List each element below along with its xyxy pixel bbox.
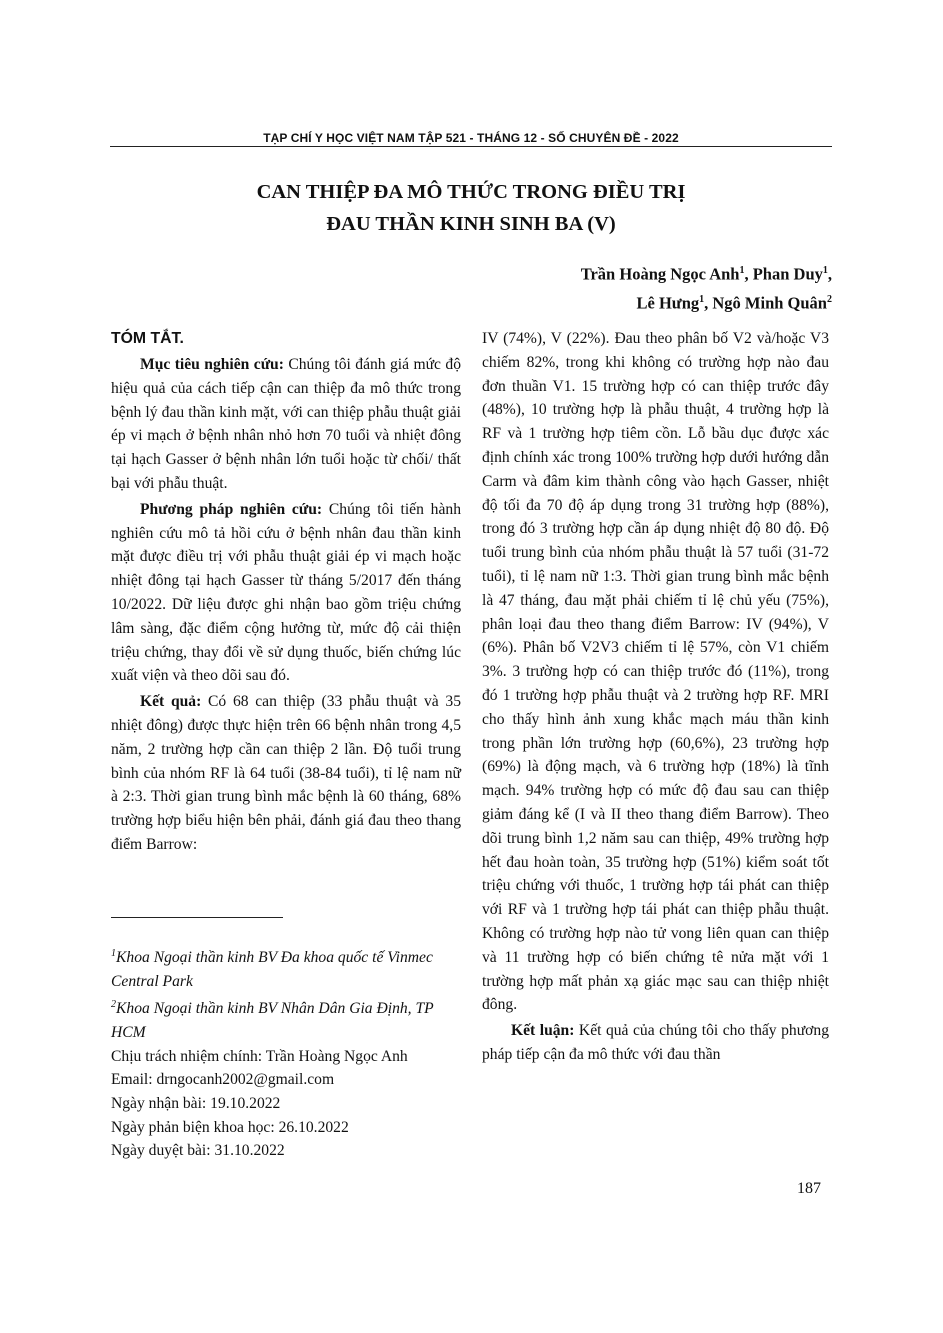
author-separator: , <box>827 264 832 284</box>
affiliation-2 <box>111 993 471 1044</box>
affiliation-mark: 2 <box>111 999 116 1011</box>
conclusion-paragraph <box>482 1019 829 1067</box>
header-divider <box>110 146 832 147</box>
author-line-1 <box>581 258 832 287</box>
journal-header: TẠP CHÍ Y HỌC VIỆT NAM TẬP 521 - THÁNG 12 - SỐ CHUYÊN ĐỀ - 2022 <box>263 131 679 145</box>
footnote-divider <box>111 917 283 918</box>
author-affiliation-mark: 1 <box>822 265 828 276</box>
objective-label: Mục tiêu nghiên cứu: <box>140 356 284 373</box>
contact-email: Email: drngocanh2002@gmail.com <box>111 1071 335 1089</box>
author-name: Phan Duy <box>752 264 823 284</box>
conclusion-text: Kết quả của chúng tôi cho thấy phương pháp tiếp cận đa mô thức với đau thần <box>482 1022 829 1063</box>
author-separator: , <box>744 264 753 284</box>
article-title-line-2: ĐAU THẦN KINH SINH BA (V) <box>326 213 616 235</box>
abstract-heading: TÓM TẮT. <box>111 330 184 347</box>
conclusion-label: Kết luận: <box>511 1022 575 1040</box>
affiliation-text: Khoa Ngoại thần kinh BV Nhân Dân Gia Định, TP HCM <box>111 1000 434 1042</box>
affiliation-mark: 1 <box>111 948 116 959</box>
results-label: Kết quả: <box>140 693 202 711</box>
page-number: 187 <box>797 1180 821 1197</box>
results-text: Có 68 can thiệp (33 phẫu thuật và 35 nhiệt đông) được thực hiện trên 66 bệnh nhân trong 4,5 năm, 2 trường hợp cần can thiệp 2 lần. Độ tuổi trung bình của nhóm RF là 64 tuổi (38-84 tuổi), tỉ lệ nam nữ à 2:3. Thời gian trung bình mắc bệnh là 60 tháng, 68% trường hợp biểu hiện bên phải, đánh giá đau theo thang điểm Barrow: <box>111 693 461 853</box>
methods-label: Phương pháp nghiên cứu: <box>140 500 323 518</box>
affiliation-text: Khoa Ngoại thần kinh BV Đa khoa quốc tế Vinmec Central Park <box>111 949 433 990</box>
author-separator: , <box>704 293 713 312</box>
date-approved: Ngày duyệt bài: 31.10.2022 <box>111 1142 285 1160</box>
article-title <box>110 176 832 240</box>
affiliation-1 <box>111 942 471 993</box>
author-affiliation-mark: 1 <box>739 265 745 276</box>
author-list <box>581 258 832 315</box>
objective-text: Chúng tôi đánh giá mức độ hiệu quả của cách tiếp cận can thiệp đa mô thức trong bệnh lý đau thần kinh mặt, với can thiệp phẫu thuật giải ép vi mạch ở bệnh nhân nhỏ hơn 70 tuổi và nhiệt đông tại hạch Gasser ở bệnh nhân lớn tuổi hoặc từ chối/ thất bại với phẫu thuật. <box>111 356 462 492</box>
methods-paragraph <box>111 498 461 688</box>
author-affiliation-mark: 2 <box>827 293 832 305</box>
results-paragraph <box>111 690 461 857</box>
objective-paragraph <box>111 353 461 496</box>
author-line-2 <box>581 287 832 316</box>
author-affiliation-mark: 1 <box>699 293 705 305</box>
author-name: Lê Hưng <box>636 293 700 312</box>
author-name: Ngô Minh Quân <box>712 293 827 312</box>
article-title-line-1: CAN THIỆP ĐA MÔ THỨC TRONG ĐIỀU TRỊ <box>256 181 686 203</box>
left-column <box>111 327 461 857</box>
results-continued-paragraph: IV (74%), V (22%). Đau theo phân bố V2 và/hoặc V3 chiếm 82%, trong khi không có trường hợp nào đau đơn thuần V1. 15 trường hợp có can thiệp trước đây (48%), 10 trường hợp là phẫu thuật, 4 trường hợp là RF và 1 trường hợp tiêm cồn. Lỗ bầu dục được xác định chính xác trong 100% trường hợp dưới hướng dẫn Carm và đâm kim thành công vào hạch Gasser, nhiệt độ tối đa 70 độ áp dụng trong 31 trường hợp (88%), trong đó 3 trường hợp cần áp dụng nhiệt độ 80 độ. Độ tuổi trung bình của nhóm phẫu thuật là 57 tuổi (31-72 tuổi), tỉ lệ nam nữ 1:3. Thời gian trung bình mắc bệnh là 47 tháng, đau mặt phải chiếm tỉ lệ chủ yếu (75%), phân loại đau theo thang điểm Barrow: IV (94%), V (6%). Phân bố V2V3 chiếm tỉ lệ 57%, còn V1 chiếm 3%. 3 trường hợp có can thiệp trước đó (11%), trong đó 1 trường hợp phẫu thuật và 2 trường hợp RF. MRI cho thấy hình ảnh xung khắc mạch máu thần kinh trong phần lớn trường hợp (60,6%), 23 trường hợp (69%) là động mạch, và 6 trường hợp (18%) là tĩnh mạch. 94% trường hợp có mức độ đau sau can thiệp giảm đáng kể (I và II theo thang điểm Barrow). Theo dõi trung bình 1,2 năm sau can thiệp, 49% trường hợp hết đau hoàn toàn, 35 trường hợp (51%) kiểm soát tốt triệu chứng với thuốc, 1 trường hợp tái phát can thiệp với RF và 1 trường hợp tái phát can thiệp phẫu thuật. Không có trường hợp nào tử vong liên quan can thiệp và 11 trường hợp có biến chứng tê nửa mặt với 1 trường hợp mất phản xạ giác mạc sau can thiệp nhiệt đông. <box>482 330 829 1014</box>
responsible-author: Chịu trách nhiệm chính: Trần Hoàng Ngọc Anh <box>111 1047 408 1065</box>
date-reviewed: Ngày phản biện khoa học: 26.10.2022 <box>111 1118 349 1136</box>
right-column <box>482 327 829 1067</box>
methods-text: Chúng tôi tiến hành nghiên cứu mô tả hồi cứu ở bệnh nhân đau thần kinh mặt được điều trị với phẫu thuật giải ép vi mạch hoặc nhiệt đông tại hạch Gasser từ tháng 5/2017 đến tháng 10/2022. Dữ liệu được ghi nhận bao gồm triệu chứng lâm sàng, đặc điểm cộng hưởng từ, mức độ cải thiện triệu chứng, thay đổi về sử dụng thuốc, biến chứng lúc xuất viện và theo dõi sau đó. <box>111 500 461 685</box>
author-name: Trần Hoàng Ngọc Anh <box>580 264 740 284</box>
footnotes <box>111 942 471 1163</box>
date-received: Ngày nhận bài: 19.10.2022 <box>111 1094 281 1112</box>
